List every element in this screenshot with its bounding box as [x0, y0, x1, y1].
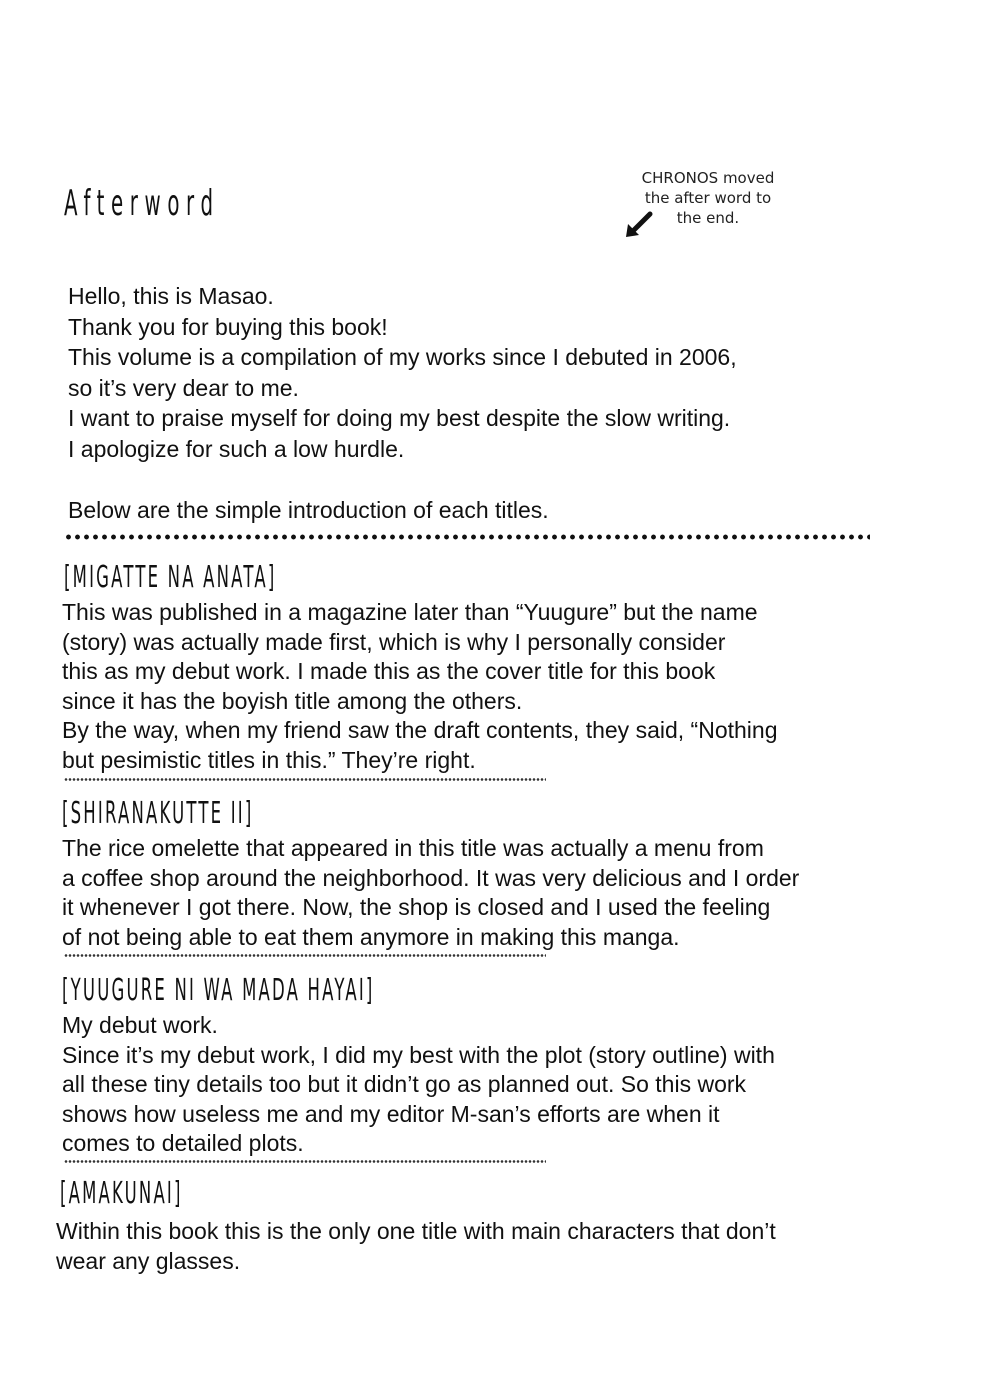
section-line: By the way, when my friend saw the draft contents, they said, “Nothing [62, 717, 778, 743]
section-line: shows how useless me and my editor M-san’s efforts are when it [62, 1100, 720, 1127]
section-line: it whenever I got there. Now, the shop is closed and I used the feeling [62, 894, 771, 920]
section-line: this as my debut work. I made this as the cover title for this book [62, 658, 716, 684]
section-line: but pesimistic titles in this.” They’re right. [62, 746, 476, 773]
section-body [56, 1217, 776, 1276]
section-line: This was published in a magazine later than “Yuugure” but the name [62, 599, 758, 625]
intro-line: Hello, this is Masao. [68, 283, 274, 309]
section-line: Within this book this is the only one title with main characters that don’t [56, 1218, 776, 1244]
section-line: comes to detailed plots. [62, 1130, 304, 1156]
arrow-down-left-icon [622, 210, 656, 240]
section-line: all these tiny details too but it didn’t go as planned out. So this work [62, 1071, 747, 1097]
section-heading: [MIGATTE NA ANATA] [64, 560, 277, 595]
section-line: since it has the boyish title among the others. [62, 687, 523, 714]
section-line: of not being able to eat them anymore in making this manga. [62, 923, 680, 950]
section-heading: [AMAKUNAI] [60, 1176, 183, 1211]
dotted-divider [64, 1159, 546, 1164]
note-line: the end. [676, 209, 740, 227]
dotted-divider [64, 532, 870, 542]
dotted-divider [64, 777, 546, 782]
section-heading: [YUUGURE NI WA MADA HAYAI] [62, 973, 375, 1008]
page-title: Afterword [64, 183, 220, 224]
section-line: wear any glasses. [56, 1247, 241, 1274]
dotted-divider [64, 953, 546, 958]
section-line: My debut work. [62, 1012, 218, 1038]
note-line: CHRONOS moved [641, 169, 775, 187]
intro-line: I want to praise myself for doing my best despite the slow writing. [68, 405, 731, 431]
section-line: (story) was actually made first, which is why I personally consider [62, 628, 726, 655]
intro-closing-line: Below are the simple introduction of each titles. [68, 497, 549, 523]
intro-line: This volume is a compilation of my works since I debuted in 2006, [68, 344, 737, 370]
section-line: Since it’s my debut work, I did my best with the plot (story outline) with [62, 1041, 775, 1068]
intro-paragraph [68, 281, 737, 464]
intro-line: so it’s very dear to me. [68, 374, 299, 401]
section-body [62, 598, 777, 775]
section-body [62, 834, 799, 952]
note-line: the after word to [644, 189, 772, 207]
intro-line: Thank you for buying this book! [68, 313, 388, 340]
section-heading: [SHIRANAKUTTE II] [62, 796, 254, 831]
section-body [62, 1011, 775, 1159]
section-line: The rice omelette that appeared in this title was actually a menu from [62, 835, 764, 861]
intro-line: I apologize for such a low hurdle. [68, 435, 405, 462]
section-line: a coffee shop around the neighborhood. It was very delicious and I order [62, 864, 800, 891]
